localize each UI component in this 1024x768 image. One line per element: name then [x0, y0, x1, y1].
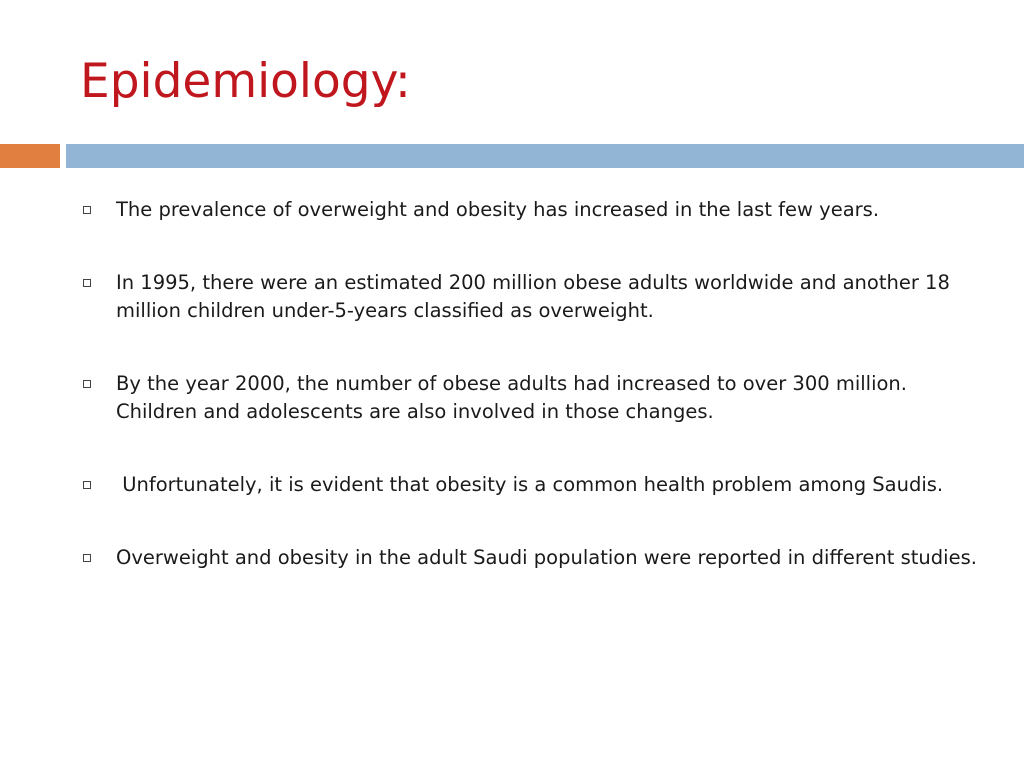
bullet-text: Unfortunately, it is evident that obesity is a common health problem among Saudis. — [116, 473, 944, 496]
title-underline-bar — [66, 144, 1024, 168]
hollow-square-icon — [83, 554, 91, 562]
list-item — [80, 544, 980, 572]
hollow-square-icon — [83, 481, 91, 489]
list-item — [80, 269, 980, 325]
hollow-square-icon — [83, 380, 91, 388]
bullet-text: In 1995, there were an estimated 200 million obese adults worldwide and another 18 million children under-5-years classified as overweight. — [116, 271, 957, 322]
list-item — [80, 471, 980, 499]
page-title: Epidemiology: — [80, 54, 411, 109]
list-item — [80, 370, 980, 426]
bullet-text: The prevalence of overweight and obesity has increased in the last few years. — [116, 198, 880, 221]
hollow-square-icon — [83, 206, 91, 214]
hollow-square-icon — [83, 279, 91, 287]
bullet-list — [80, 196, 980, 617]
bullet-text: By the year 2000, the number of obese adults had increased to over 300 million. Children and adolescents are also involved in those changes. — [116, 372, 914, 423]
bullet-text: Overweight and obesity in the adult Saudi population were reported in different studies. — [116, 546, 977, 569]
title-accent-bar — [0, 144, 60, 168]
list-item — [80, 196, 980, 224]
